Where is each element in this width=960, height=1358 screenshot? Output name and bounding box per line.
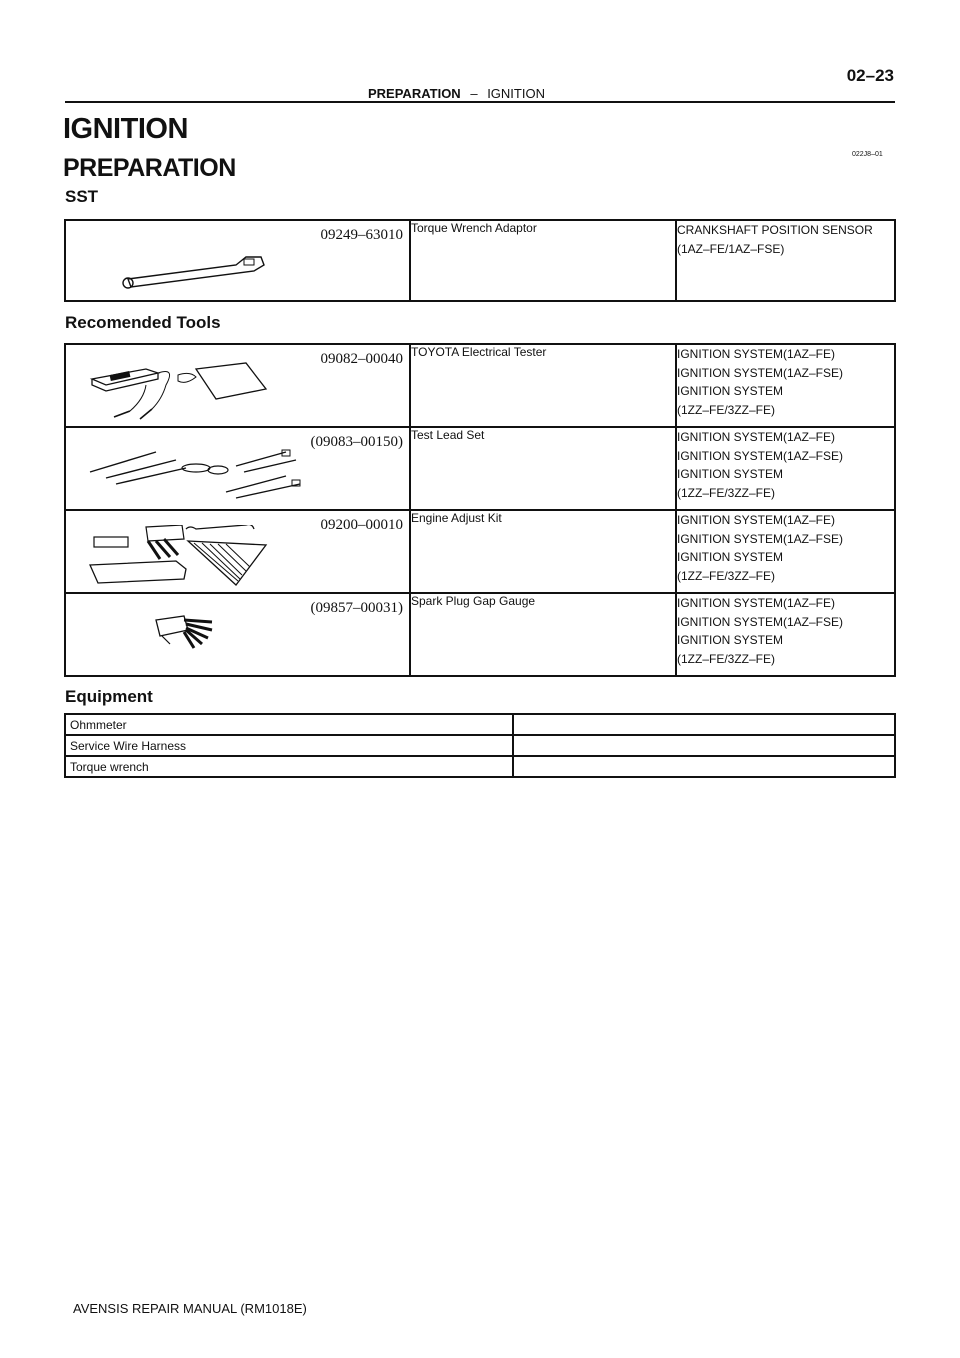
- table-row: [65, 714, 895, 735]
- page-number: 02–23: [846, 66, 894, 85]
- spark-plug-gap-gauge-illustration: [86, 608, 336, 672]
- use-line: IGNITION SYSTEM: [677, 384, 784, 398]
- tool-image-cell: [65, 427, 410, 510]
- running-header: [368, 86, 545, 101]
- part-number: 09082–00040: [320, 351, 403, 367]
- use-line: (1ZZ–FE/3ZZ–FE): [677, 651, 776, 666]
- use-line: IGNITION SYSTEM(1AZ–FE): [677, 596, 836, 610]
- use-line: IGNITION SYSTEM(1AZ–FSE): [677, 365, 844, 380]
- header-rule: [65, 101, 895, 103]
- part-number: 09200–00010: [320, 517, 403, 533]
- equipment-item: Ohmmeter: [65, 714, 513, 735]
- page-title: IGNITION: [63, 113, 188, 145]
- table-row: [65, 220, 895, 301]
- use-line: IGNITION SYSTEM: [677, 467, 784, 481]
- tool-name: Engine Adjust Kit: [410, 510, 676, 593]
- use-line: (1ZZ–FE/3ZZ–FE): [677, 402, 776, 417]
- table-row: [65, 427, 895, 510]
- reference-code: 022J8–01: [852, 151, 883, 158]
- recommended-tools-heading: Recomended Tools: [65, 313, 221, 332]
- tool-image-cell: [65, 220, 410, 301]
- use-line: IGNITION SYSTEM(1AZ–FE): [677, 347, 836, 361]
- header-subsection: IGNITION: [487, 86, 545, 101]
- table-row: [65, 735, 895, 756]
- use-line: (1AZ–FE/1AZ–FSE): [677, 241, 785, 256]
- tool-uses: [676, 220, 895, 301]
- equipment-note: [513, 735, 895, 756]
- tool-name: TOYOTA Electrical Tester: [410, 344, 676, 427]
- sst-heading: SST: [65, 187, 99, 206]
- tool-image-cell: [65, 344, 410, 427]
- engine-adjust-kit-illustration: [86, 525, 336, 589]
- table-row: [65, 510, 895, 593]
- use-line: IGNITION SYSTEM: [677, 550, 784, 564]
- equipment-note: [513, 714, 895, 735]
- use-line: IGNITION SYSTEM(1AZ–FSE): [677, 531, 844, 546]
- tool-uses: [676, 344, 895, 427]
- equipment-table: [64, 713, 896, 778]
- equipment-item: Service Wire Harness: [65, 735, 513, 756]
- table-row: [65, 756, 895, 777]
- use-line: IGNITION SYSTEM: [677, 633, 784, 647]
- use-line: (1ZZ–FE/3ZZ–FE): [677, 568, 776, 583]
- table-row: [65, 593, 895, 676]
- tool-uses: [676, 510, 895, 593]
- use-line: CRANKSHAFT POSITION SENSOR: [677, 223, 873, 237]
- use-line: IGNITION SYSTEM(1AZ–FE): [677, 513, 836, 527]
- use-line: (1ZZ–FE/3ZZ–FE): [677, 485, 776, 500]
- electrical-tester-illustration: [86, 359, 336, 423]
- equipment-note: [513, 756, 895, 777]
- equipment-item: Torque wrench: [65, 756, 513, 777]
- tool-name: Spark Plug Gap Gauge: [410, 593, 676, 676]
- use-line: IGNITION SYSTEM(1AZ–FSE): [677, 448, 844, 463]
- tool-uses: [676, 593, 895, 676]
- footer-manual-title: AVENSIS REPAIR MANUAL (RM1018E): [73, 1301, 307, 1316]
- tool-name: Test Lead Set: [410, 427, 676, 510]
- part-number: (09083–00150): [310, 434, 403, 450]
- tool-image-cell: [65, 510, 410, 593]
- header-separator: –: [470, 86, 478, 101]
- tool-image-cell: [65, 593, 410, 676]
- tool-name: Torque Wrench Adaptor: [410, 220, 676, 301]
- sst-table: [64, 219, 896, 302]
- use-line: IGNITION SYSTEM(1AZ–FE): [677, 430, 836, 444]
- equipment-heading: Equipment: [65, 687, 153, 706]
- recommended-tools-table: [64, 343, 896, 677]
- torque-wrench-adaptor-illustration: [86, 235, 336, 295]
- test-lead-set-illustration: [86, 442, 336, 506]
- tool-uses: [676, 427, 895, 510]
- use-line: IGNITION SYSTEM(1AZ–FSE): [677, 614, 844, 629]
- header-section: PREPARATION: [368, 86, 461, 101]
- part-number: 09249–63010: [320, 227, 403, 243]
- table-row: [65, 344, 895, 427]
- part-number: (09857–00031): [310, 600, 403, 616]
- page-subtitle: PREPARATION: [63, 154, 236, 182]
